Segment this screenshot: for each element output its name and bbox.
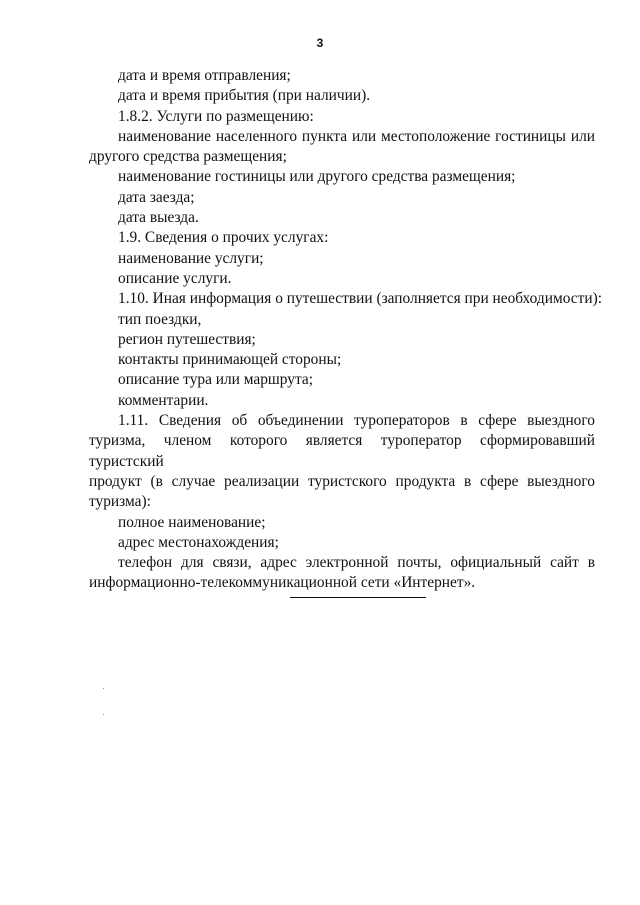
text-line: наименование услуги; — [118, 249, 264, 267]
text-line: дата и время прибытия (при наличии). — [118, 87, 371, 105]
text-line: дата и время отправления; — [118, 67, 291, 84]
text-line: 1.11. Сведения об объединении туроператоров в сфере выездного — [118, 412, 595, 430]
text-line: дата заезда; — [118, 188, 195, 206]
text-line: 1.10. Иная информация о путешествии (заполняется при необходимости): — [118, 290, 602, 308]
text-line: тип поездки, — [118, 310, 202, 328]
text-line: телефон для связи, адрес электронной почты, официальный сайт в — [118, 554, 595, 572]
text-line: 1.9. Сведения о прочих услугах: — [118, 229, 329, 247]
text-line: регион путешествия; — [118, 330, 256, 348]
scan-speck — [103, 688, 104, 689]
text-line: описание тура или маршрута; — [118, 371, 313, 389]
text-line: туризма): — [89, 493, 151, 511]
text-line: комментарии. — [118, 391, 209, 409]
document-body — [89, 66, 602, 594]
text-line: наименование населенного пункта или местоположение гостиницы или — [118, 127, 595, 145]
text-line: контакты принимающей стороны; — [118, 351, 342, 369]
text-line: наименование гостиницы или другого средства размещения; — [118, 168, 516, 186]
end-separator-line — [290, 597, 426, 598]
page-number: 3 — [316, 36, 324, 50]
text-line: адрес местонахождения; — [118, 533, 279, 551]
text-line: полное наименование; — [118, 513, 266, 531]
text-line: продукт (в случае реализации туристского продукта в сфере выездного — [89, 472, 595, 490]
scan-speck — [103, 714, 104, 715]
text-line: 1.8.2. Услуги по размещению: — [118, 107, 314, 125]
text-line: дата выезда. — [118, 209, 199, 227]
text-line: описание услуги. — [118, 269, 232, 287]
text-line: другого средства размещения; — [89, 148, 287, 166]
text-line: информационно-телекоммуникационной сети «Интернет». — [89, 574, 476, 592]
text-line: туризма, членом которого является туроператор сформировавший туристский — [89, 432, 595, 470]
